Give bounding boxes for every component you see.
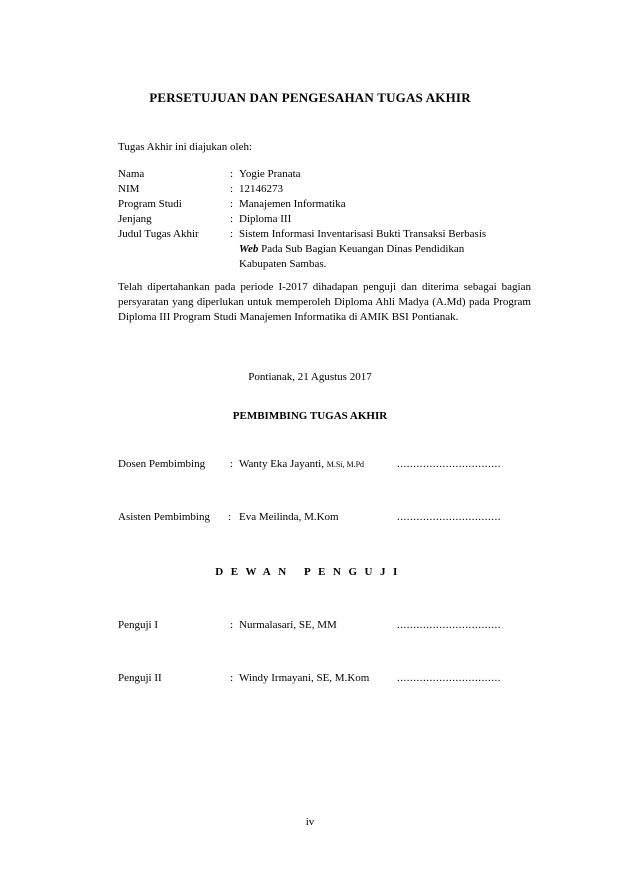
field-label-program-studi: Program Studi — [118, 198, 182, 210]
field-colon: : — [230, 672, 234, 684]
field-label-judul: Judul Tugas Akhir — [118, 228, 199, 240]
dosen-pembimbing-label: Dosen Pembimbing — [118, 458, 206, 470]
field-colon: : — [230, 183, 234, 195]
place-date: Pontianak, 21 Agustus 2017 — [248, 371, 372, 383]
field-value-judul-line1: Sistem Informasi Inventarisasi Bukti Transaksi Berbasis — [239, 228, 487, 240]
field-colon: : — [230, 619, 234, 631]
field-value-nim: 12146273 — [239, 183, 283, 195]
field-colon: : — [230, 168, 234, 180]
judul-italic-web: Web — [239, 243, 259, 255]
penguji-2-name: Windy Irmayani, SE, M.Kom — [239, 672, 370, 684]
field-label-nama: Nama — [118, 168, 145, 180]
dewan-penguji-heading: DEWAN PENGUJI — [215, 566, 405, 578]
asisten-pembimbing-label: Asisten Pembimbing — [118, 511, 210, 523]
intro-text: Tugas Akhir ini diajukan oleh: — [118, 141, 253, 153]
penguji-2-label: Penguji II — [118, 672, 162, 684]
penguji-1-label: Penguji I — [118, 619, 159, 631]
field-value-judul-line3: Kabupaten Sambas. — [239, 258, 327, 270]
judul-line2-rest: Pada Sub Bagian Keuangan Dinas Pendidikan — [258, 243, 465, 255]
asisten-pembimbing-name: Eva Meilinda, M.Kom — [239, 511, 339, 523]
page-title: PERSETUJUAN DAN PENGESAHAN TUGAS AKHIR — [149, 90, 471, 105]
field-value-nama: Yogie Pranata — [239, 168, 301, 180]
page-number: iv — [305, 816, 315, 828]
field-label-jenjang: Jenjang — [118, 213, 152, 225]
pembimbing-heading: PEMBIMBING TUGAS AKHIR — [232, 410, 388, 422]
signature-line: ................................ — [397, 672, 501, 684]
field-colon: : — [230, 228, 234, 240]
field-value-program-studi: Manajemen Informatika — [239, 198, 346, 210]
signature-line: ................................ — [397, 458, 501, 470]
dosen-name: Wanty Eka Jayanti, — [239, 458, 327, 470]
field-colon: : — [230, 213, 234, 225]
signature-line: ................................ — [397, 619, 501, 631]
field-colon: : — [228, 511, 232, 523]
penguji-1-name: Nurmalasari, SE, MM — [239, 619, 337, 631]
dosen-degree: M.Si, M.Pd — [326, 460, 365, 469]
signature-line: ................................ — [397, 511, 501, 523]
field-value-judul-line2 — [239, 243, 464, 256]
approval-paragraph: Telah dipertahankan pada periode I-2017 dihadapan penguji dan diterima sebagai bagian persyaratan yang diperlukan untuk memperoleh Diploma Ahli Madya (A.Md) pada Program Diploma III Program Studi Manajemen Informatika di AMIK BSI Pontianak. — [118, 281, 531, 323]
field-colon: : — [230, 198, 234, 210]
field-value-jenjang: Diploma III — [239, 213, 292, 225]
dosen-pembimbing-name — [239, 458, 364, 471]
field-label-nim: NIM — [118, 183, 140, 195]
field-colon: : — [230, 458, 234, 470]
